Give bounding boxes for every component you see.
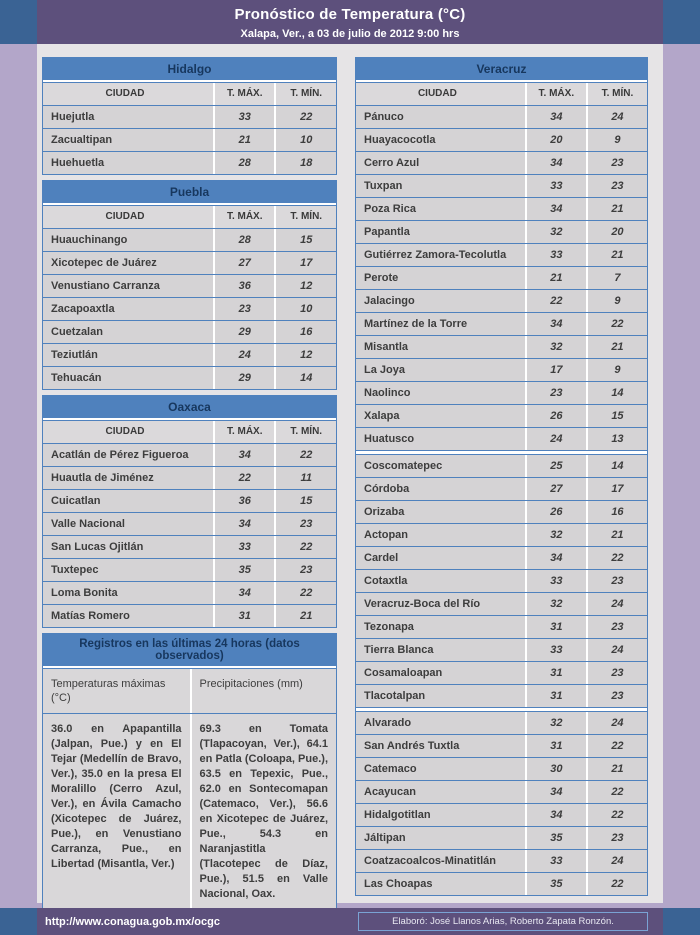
table-row [356,151,647,174]
table-row [356,220,647,243]
page-title: Pronóstico de Temperatura (°C) [234,6,466,23]
tmax-cell: 23 [525,382,586,404]
tmax-cell: 33 [525,244,586,266]
header-center [37,0,663,44]
table-row [356,128,647,151]
city-cell: Huatusco [356,428,525,450]
city-cell: Orizaba [356,501,525,523]
table-row [43,512,336,535]
tmax-cell: 32 [525,336,586,358]
tmin-cell: 22 [586,313,647,335]
table-row [43,320,336,343]
table-row [43,105,336,128]
table-row [356,638,647,661]
tmin-cell: 11 [274,467,336,489]
table-row [43,228,336,251]
tmin-cell: 9 [586,359,647,381]
tmin-cell: 22 [274,106,336,128]
table-row [43,251,336,274]
tmin-cell: 23 [586,570,647,592]
tmax-cell: 32 [525,712,586,734]
table-row [43,581,336,604]
left-column [42,57,337,911]
tmax-cell: 34 [525,804,586,826]
city-cell: Matías Romero [43,605,213,627]
corner-bottom-left [0,908,37,935]
row-group [356,105,647,451]
tmax-cell: 31 [213,605,275,627]
corner-bottom-right [663,908,700,935]
table-row [356,243,647,266]
table-row [356,500,647,523]
tmin-cell: 17 [274,252,336,274]
tmin-cell: 22 [274,536,336,558]
city-header-cell: CIUDAD [43,206,213,228]
column-header-row [43,205,336,228]
tmax-cell: 24 [213,344,275,366]
tmax-cell: 26 [525,501,586,523]
city-cell: Cuicatlan [43,490,213,512]
tmax-header-cell: T. MÁX. [525,83,586,105]
row-group [43,443,336,627]
tmax-cell: 22 [525,290,586,312]
tmax-cell: 26 [525,405,586,427]
city-cell: La Joya [356,359,525,381]
city-cell: Misantla [356,336,525,358]
city-cell: Zacualtipan [43,129,213,151]
table-row [356,454,647,477]
tmin-cell: 24 [586,712,647,734]
tmax-cell: 29 [213,321,275,343]
tmin-cell: 23 [586,827,647,849]
city-cell: Cardel [356,547,525,569]
city-cell: Acatlán de Pérez Figueroa [43,444,213,466]
table-row [356,546,647,569]
right-margin [663,44,700,903]
city-cell: Hidalgotitlan [356,804,525,826]
footer-url[interactable]: http://www.conagua.gob.mx/ocgc [45,915,220,928]
table-row [43,128,336,151]
tmax-cell: 33 [213,106,275,128]
tmax-cell: 22 [213,467,275,489]
row-group [356,711,647,895]
tmax-cell: 34 [525,152,586,174]
records-body-row [43,713,336,910]
city-cell: Papantla [356,221,525,243]
tmin-cell: 10 [274,129,336,151]
tmax-cell: 34 [213,582,275,604]
tmin-cell: 16 [274,321,336,343]
city-cell: Catemaco [356,758,525,780]
table-row [356,312,647,335]
city-cell: Tuxtepec [43,559,213,581]
tmin-cell: 23 [586,152,647,174]
table-row [356,872,647,895]
tmax-cell: 31 [525,662,586,684]
tmin-cell: 21 [586,198,647,220]
tmax-cell: 34 [525,313,586,335]
row-group [43,105,336,174]
city-cell: Perote [356,267,525,289]
city-cell: Cotaxtla [356,570,525,592]
table-row [356,615,647,638]
table-row [43,366,336,389]
city-cell: Xicotepec de Juárez [43,252,213,274]
corner-top-left [0,0,37,44]
city-cell: Venustiano Carranza [43,275,213,297]
table-row [356,734,647,757]
tmax-cell: 35 [213,559,275,581]
table-row [356,803,647,826]
tmax-cell: 33 [525,850,586,872]
tmax-cell: 32 [525,524,586,546]
city-header-cell: CIUDAD [356,83,525,105]
tmin-cell: 23 [586,685,647,707]
table-row [43,466,336,489]
tmin-cell: 22 [586,873,647,895]
table-row [43,151,336,174]
tmax-cell: 25 [525,455,586,477]
city-cell: Xalapa [356,405,525,427]
city-cell: Huauchinango [43,229,213,251]
tmax-cell: 27 [525,478,586,500]
tmin-header-cell: T. MÍN. [586,83,647,105]
table-row [356,105,647,128]
city-cell: Córdoba [356,478,525,500]
table-row [356,358,647,381]
header-band [0,0,700,44]
table-row [43,558,336,581]
table-row [356,684,647,707]
tmax-header-cell: T. MÁX. [213,421,275,443]
column-header-row [356,82,647,105]
city-cell: Gutiérrez Zamora-Tecolutla [356,244,525,266]
table-row [356,266,647,289]
city-cell: Valle Nacional [43,513,213,535]
tmax-cell: 36 [213,490,275,512]
city-header-cell: CIUDAD [43,421,213,443]
tmin-cell: 24 [586,593,647,615]
city-cell: Martínez de la Torre [356,313,525,335]
tmax-cell: 27 [213,252,275,274]
table-row [356,661,647,684]
tmax-cell: 34 [525,781,586,803]
tmin-cell: 23 [586,175,647,197]
city-cell: Tuxpan [356,175,525,197]
city-cell: San Andrés Tuxtla [356,735,525,757]
tmin-cell: 17 [586,478,647,500]
table-row [356,592,647,615]
tmax-header-cell: T. MÁX. [213,83,275,105]
tmin-header-cell: T. MÍN. [274,83,336,105]
city-cell: Teziutlán [43,344,213,366]
table-row [356,757,647,780]
tmin-cell: 7 [586,267,647,289]
page-subtitle: Xalapa, Ver., a 03 de julio de 2012 9:00 hrs [240,28,460,40]
city-cell: Poza Rica [356,198,525,220]
tmin-cell: 21 [586,244,647,266]
city-cell: Las Choapas [356,873,525,895]
table-row [356,569,647,592]
tmin-cell: 13 [586,428,647,450]
tmin-cell: 24 [586,639,647,661]
left-tables-container [42,57,337,628]
tmin-cell: 15 [586,405,647,427]
city-cell: Huehuetla [43,152,213,174]
tmin-cell: 21 [586,524,647,546]
right-column [355,57,648,901]
table-row [356,335,647,358]
records-precip-header: Precipitaciones (mm) [190,669,337,713]
city-cell: Naolinco [356,382,525,404]
tmax-cell: 28 [213,152,275,174]
city-cell: Acayucan [356,781,525,803]
state-title-hidalgo: Hidalgo [43,58,336,80]
state-table-puebla [42,180,337,390]
credit-box: Elaboró: José Llanos Arias, Roberto Zapata Ronzón. [358,912,648,931]
city-cell: Coatzacoalcos-Minatitlán [356,850,525,872]
table-row [356,780,647,803]
table-row [356,826,647,849]
tmax-cell: 33 [525,570,586,592]
tmax-cell: 34 [525,547,586,569]
state-title-puebla: Puebla [43,181,336,203]
table-row [356,174,647,197]
city-cell: Cuetzalan [43,321,213,343]
records-title: Registros en las últimas 24 horas (datos observados) [43,634,336,666]
tmin-cell: 18 [274,152,336,174]
city-cell: Loma Bonita [43,582,213,604]
tmax-cell: 33 [525,639,586,661]
records-temps-text: 36.0 en Apapantilla (Jalpan, Pue.) y en El Tejar (Medellín de Bravo, Ver.), 35.0 en la presa El Moralillo (Cerro Azul, Ver.), en Ávila Camacho (Xicotepec de Juárez, Pue.), en Venustiano Carranza, Pue., en Libertad (Misantla, Ver.) [43,714,190,910]
city-cell: Cerro Azul [356,152,525,174]
table-row [43,274,336,297]
city-cell: Cosamaloapan [356,662,525,684]
tmin-cell: 22 [274,582,336,604]
tmin-cell: 15 [274,229,336,251]
city-cell: San Lucas Ojitlán [43,536,213,558]
table-row [43,343,336,366]
column-header-row [43,420,336,443]
records-temps-header: Temperaturas máximas (°C) [43,669,190,713]
table-row [356,523,647,546]
tmin-cell: 9 [586,290,647,312]
city-cell: Huayacocotla [356,129,525,151]
tmax-cell: 34 [525,106,586,128]
tmax-cell: 31 [525,735,586,757]
tmin-cell: 12 [274,344,336,366]
table-row [356,849,647,872]
city-cell: Pánuco [356,106,525,128]
tmax-cell: 23 [213,298,275,320]
records-precip-text: 69.3 en Tomata (Tlapacoyan, Ver.), 64.1 en Patla (Coloapa, Pue.), 63.5 en Tepexic, Pue., 62.0 en Sontecomapan (Catemaco, Ver.), 56.6 en Xicotepec de Juárez, Pue., 54.3 en Naranjastitla (Tlacotepec de Díaz, Pue.), 51.5 en Valle Nacional, Oax. [190,714,337,910]
tmax-cell: 31 [525,685,586,707]
tmax-cell: 21 [213,129,275,151]
corner-top-right [663,0,700,44]
table-row [43,535,336,558]
tmax-cell: 28 [213,229,275,251]
table-row [43,489,336,512]
tmax-cell: 21 [525,267,586,289]
tmin-cell: 14 [586,455,647,477]
tmin-header-cell: T. MÍN. [274,206,336,228]
state-table-oaxaca [42,395,337,628]
city-cell: Veracruz-Boca del Río [356,593,525,615]
tmin-cell: 10 [274,298,336,320]
tmin-cell: 21 [586,758,647,780]
city-cell: Jalacingo [356,290,525,312]
city-cell: Tlacotalpan [356,685,525,707]
city-cell: Zacapoaxtla [43,298,213,320]
tmax-cell: 34 [525,198,586,220]
tmin-cell: 15 [274,490,336,512]
tmax-header-cell: T. MÁX. [213,206,275,228]
tmin-cell: 21 [274,605,336,627]
state-title-veracruz: Veracruz [356,58,647,80]
tmax-cell: 17 [525,359,586,381]
table-row [43,604,336,627]
table-row [356,427,647,450]
city-header-cell: CIUDAD [43,83,213,105]
city-cell: Coscomatepec [356,455,525,477]
footer-center [37,908,663,935]
tmax-cell: 20 [525,129,586,151]
city-cell: Huejutla [43,106,213,128]
table-row [356,289,647,312]
tmin-cell: 22 [586,781,647,803]
city-cell: Tezonapa [356,616,525,638]
tmin-cell: 9 [586,129,647,151]
left-margin [0,44,37,903]
tmin-header-cell: T. MÍN. [274,421,336,443]
tmin-cell: 23 [586,662,647,684]
tmin-cell: 20 [586,221,647,243]
tmax-cell: 32 [525,221,586,243]
tmin-cell: 22 [274,444,336,466]
city-cell: Tierra Blanca [356,639,525,661]
tmax-cell: 34 [213,444,275,466]
tmin-cell: 16 [586,501,647,523]
table-row [43,297,336,320]
table-row [356,381,647,404]
table-row [43,443,336,466]
city-cell: Huautla de Jiménez [43,467,213,489]
table-row [356,477,647,500]
column-header-row [43,82,336,105]
city-cell: Actopan [356,524,525,546]
table-row [356,711,647,734]
tmax-cell: 35 [525,827,586,849]
row-group [356,454,647,708]
tmax-cell: 33 [525,175,586,197]
tmax-cell: 32 [525,593,586,615]
city-cell: Tehuacán [43,367,213,389]
tmax-cell: 34 [213,513,275,535]
tmax-cell: 36 [213,275,275,297]
table-row [356,197,647,220]
tmin-cell: 23 [586,616,647,638]
tmax-cell: 31 [525,616,586,638]
tmin-cell: 22 [586,547,647,569]
table-row [356,404,647,427]
tmax-cell: 29 [213,367,275,389]
tmax-cell: 30 [525,758,586,780]
records-section [42,633,337,911]
tmin-cell: 14 [586,382,647,404]
state-table-veracruz [355,57,648,896]
tmin-cell: 23 [274,559,336,581]
tmin-cell: 22 [586,804,647,826]
row-group [43,228,336,389]
state-title-oaxaca: Oaxaca [43,396,336,418]
tmin-cell: 23 [274,513,336,535]
tmin-cell: 22 [586,735,647,757]
city-cell: Jáltipan [356,827,525,849]
content-panel [37,44,663,903]
tmin-cell: 21 [586,336,647,358]
tmax-cell: 33 [213,536,275,558]
tmin-cell: 14 [274,367,336,389]
tmin-cell: 24 [586,106,647,128]
records-header-row [43,668,336,713]
tmax-cell: 24 [525,428,586,450]
footer-band [0,908,700,935]
tmax-cell: 35 [525,873,586,895]
tmin-cell: 24 [586,850,647,872]
tmin-cell: 12 [274,275,336,297]
city-cell: Alvarado [356,712,525,734]
state-table-hidalgo [42,57,337,175]
main-area [0,44,700,903]
